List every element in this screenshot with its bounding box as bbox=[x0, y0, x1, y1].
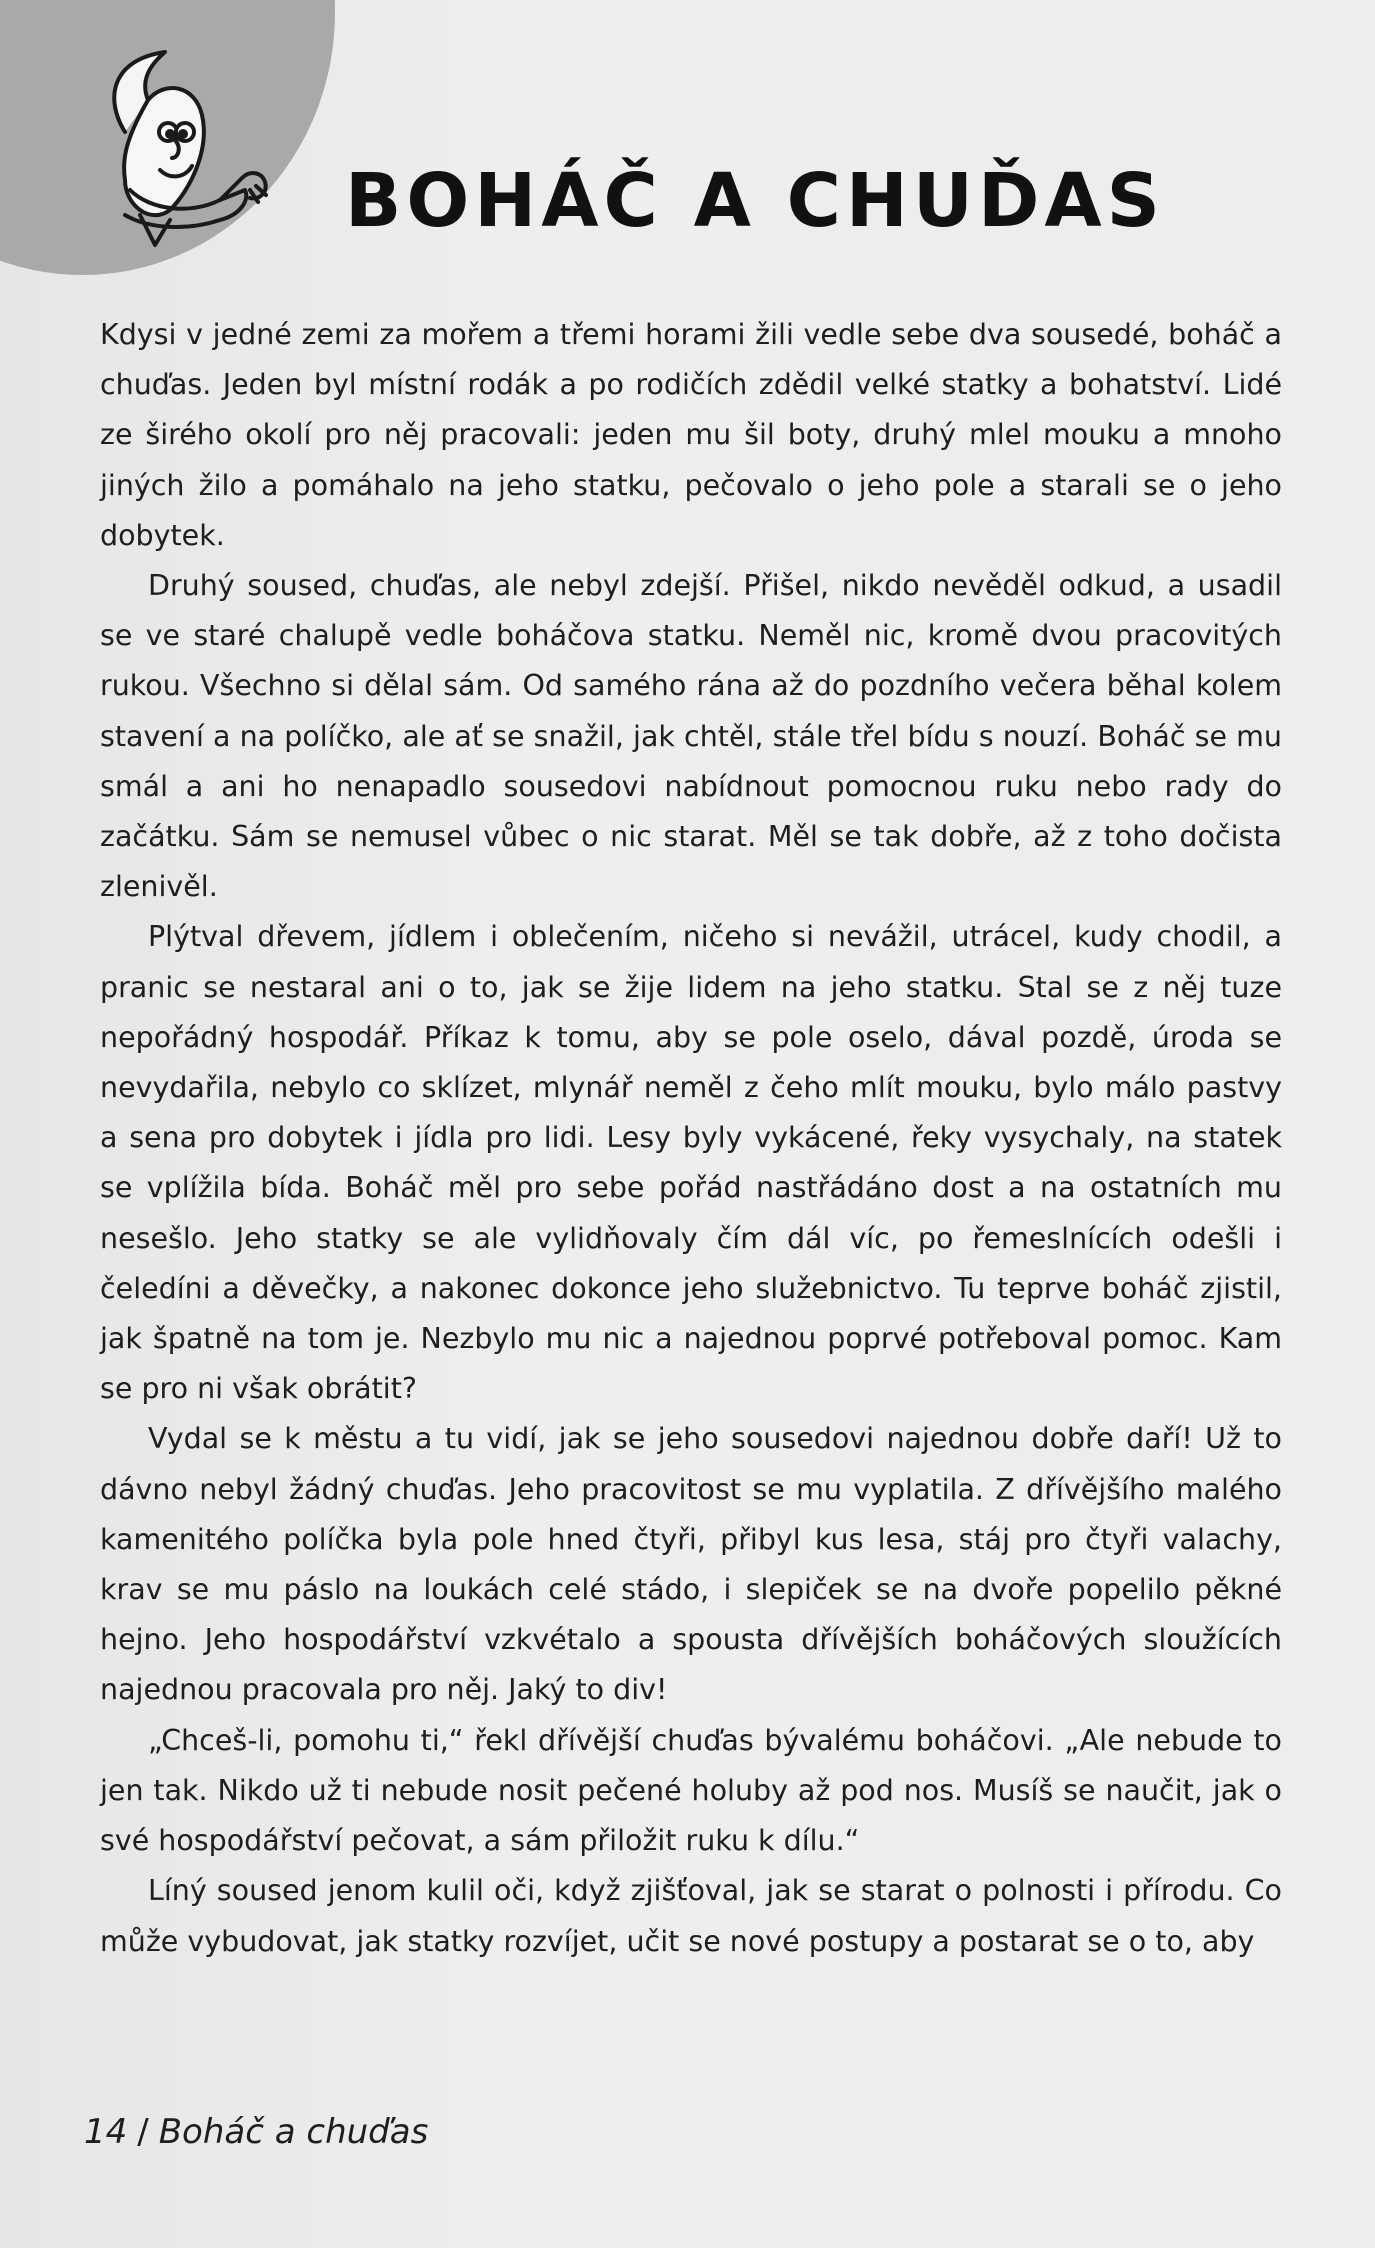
page-footer bbox=[84, 2112, 428, 2152]
wizard-mascot-illustration bbox=[70, 40, 310, 280]
paragraph: Plýtval dřevem, jídlem i oblečením, ničeho si nevážil, utrácel, kudy chodil, a pranic se nestaral ani o to, jak se žije lidem na jeho statku. Stal se z něj tuze nepořádný hospodář. Příkaz k tomu, aby se pole oselo, dával pozdě, úroda se nevydařila, nebylo co sklízet, mlynář neměl z čeho mlít mouku, bylo málo pastvy a sena pro dobytek i jídla pro lidi. Lesy byly vykácené, řeky vysychaly, na statek se vplížila bída. Boháč měl pro sebe pořád nastřádáno dost a na ostatních mu nesešlo. Jeho statky se ale vylidňovaly čím dál víc, po řemeslnících odešli i čeledíni a děvečky, a nakonec dokonce jeho služebnictvo. Tu teprve boháč zjistil, jak špatně na tom je. Nezbylo mu nic a najednou poprvé potřeboval pomoc. Kam se pro ni však obrátit? bbox=[100, 920, 1282, 1406]
paragraph: Vydal se k městu a tu vidí, jak se jeho sousedovi najednou dobře daří! Už to dávno nebyl žádný chuďas. Jeho pracovitost se mu vyplatila. Z dřívějšího malého kamenitého políčka byla pole hned čtyři, přibyl kus lesa, stáj pro čtyři valachy, krav se mu páslo na loukách celé stádo, i slepiček se na dvoře popelilo pěkné hejno. Jeho hospodářství vzkvétalo a spousta dřívějších boháčových sloužících najednou pracovala pro něj. Jaký to div! bbox=[100, 1422, 1282, 1707]
paragraph: „Chceš-li, pomohu ti,“ řekl dřívější chuďas bývalému boháčovi. „Ale nebude to jen tak. Nikdo už ti nebude nosit pečené holuby až pod nos. Musíš se naučit, jak o své hospodářství pečovat, a sám přiložit ruku k dílu.“ bbox=[100, 1723, 1282, 1858]
paragraph: Kdysi v jedné zemi za mořem a třemi horami žili vedle sebe dva sousedé, boháč a chuďas. Jeden byl místní rodák a po rodičích zdědil velké statky a bohatství. Lidé ze širého okolí pro něj pracovali: jeden mu šil boty, druhý mlel mouku a mnoho jiných žilo a pomáhalo na jeho statku, pečovalo o jeho pole a starali se o jeho dobytek. bbox=[100, 318, 1282, 552]
page-number: 14 bbox=[84, 2112, 128, 2152]
story-text bbox=[100, 310, 1282, 1967]
running-title: Boháč a chuďas bbox=[158, 2112, 429, 2152]
paragraph: Líný soused jenom kulil oči, když zjišťoval, jak se starat o polnosti i přírodu. Co může vybudovat, jak statky rozvíjet, učit se nové postupy a postarat se o to, aby bbox=[100, 1874, 1282, 1958]
footer-separator: / bbox=[137, 2112, 149, 2152]
chapter-title: BOHÁČ A CHUĎAS bbox=[345, 158, 1165, 244]
paragraph: Druhý soused, chuďas, ale nebyl zdejší. Přišel, nikdo nevěděl odkud, a usadil se ve staré chalupě vedle boháčova statku. Neměl nic, kromě dvou pracovitých rukou. Všechno si dělal sám. Od samého rána až do pozdního večera běhal kolem stavení a na políčko, ale ať se snažil, jak chtěl, stále třel bídu s nouzí. Boháč se mu smál a ani ho nenapadlo sousedovi nabídnout pomocnou ruku nebo rady do začátku. Sám se nemusel vůbec o nic starat. Měl se tak dobře, až z toho dočista zlenivěl. bbox=[100, 569, 1282, 904]
